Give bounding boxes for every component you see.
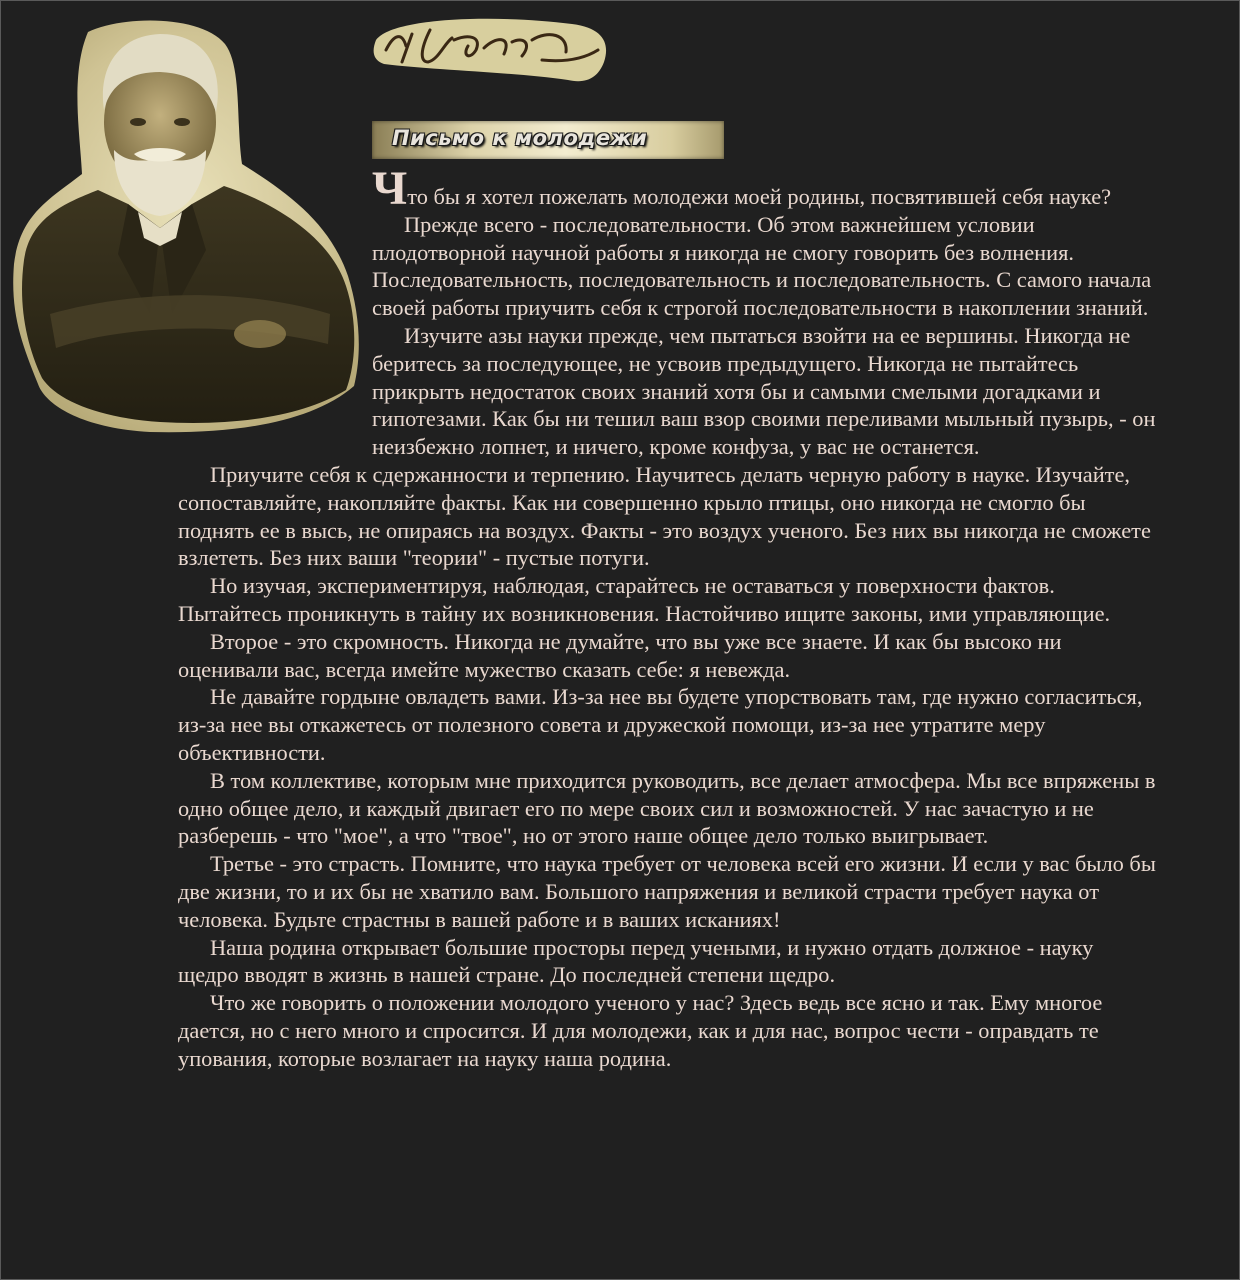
letter-paragraph: Третье - это страсть. Помните, что наука требует от человека всей его жизни. И если у вас было бы две жизни, то и их бы не хватило вам. Большого напряжения и великой страсти требует наука от человека. Будьте страстны в вашей работе и в ваших исканиях! (178, 851, 1156, 932)
letter-paragraph: Изучите азы науки прежде, чем пытаться взойти на ее вершины. Никогда не беритесь за последующее, не усвоив предыдущего. Никогда не пытайтесь прикрыть недостаток своих знаний хотя бы и самыми смелыми догадками и гипотезами. Как бы ни тешил ваш взор своими переливами мыльный пузырь, - он неизбежно лопнет, и ничего, кроме конфуза, у вас не останется. (372, 322, 1156, 460)
letter-paragraph: Прежде всего - последовательности. Об этом важнейшем условии плодотворной научной работы я никогда не смогу говорить без волнения. Последовательность, последовательность и последовательность. С самого начала своей работы приучить себя к строгой последовательности в накоплении знаний. (372, 211, 1152, 321)
letter-paragraph: Что же говорить о положении молодого ученого у нас? Здесь ведь все ясно и так. Ему многое дается, но с него много и спросится. И для молодежи, как и для нас, вопрос чести - оправдать те упования, которые возлагает на науку наша родина. (178, 990, 1103, 1071)
signature-image (372, 10, 612, 86)
letter-paragraph: Не давайте гордыне овладеть вами. Из-за нее вы будете упорствовать там, где нужно согласиться, из-за нее вы откажетесь от полезного совета и дружеской помощи, из-за нее утратите меру объективности. (178, 684, 1143, 765)
letter-text (178, 162, 1158, 1073)
letter-paragraph: Наша родина открывает большие просторы перед учеными, и нужно отдать должное - науку щедро вводят в жизнь в нашей стране. До последней степени щедро. (178, 934, 1094, 988)
letter-paragraph: В том коллективе, которым мне приходится руководить, все делает атмосфера. Мы все впряжены в одно общее дело, и каждый двигает его по мере своих сил и возможностей. У нас зачастую и не разберешь - что "мое", а что "твое", но от этого наше общее дело только выигрывает. (178, 767, 1156, 849)
title-banner (372, 121, 724, 159)
letter-paragraph: Но изучая, экспериментируя, наблюдая, старайтесь не оставаться у поверхности фактов. Пытайтесь проникнуть в тайну их возникновения. Настойчиво ищите законы, ими управляющие. (178, 573, 1111, 626)
drop-cap: Ч (372, 162, 408, 215)
letter-first-line: то бы я хотел пожелать молодежи моей родины, посвятившей себя науке? (407, 184, 1112, 209)
portrait-wrap-spacer (178, 170, 372, 458)
page-title: Письмо к молодежи (392, 126, 648, 150)
letter-paragraph: Второе - это скромность. Никогда не думайте, что вы уже все знаете. И как бы высоко ни оценивали вас, всегда имейте мужество сказать себе: я невежда. (178, 628, 1062, 682)
letter-paragraph: Приучите себя к сдержанности и терпению. Научитесь делать черную работу в науке. Изучайте, сопоставляйте, накопляйте факты. Как ни совершенно крыло птицы, оно никогда не смогло бы поднять ее в высь, не опираясь на воздух. Факты - это воздух ученого. Без них вы никогда не сможете взлететь. Без них ваши "теории" - пустые потуги. (178, 461, 1151, 571)
